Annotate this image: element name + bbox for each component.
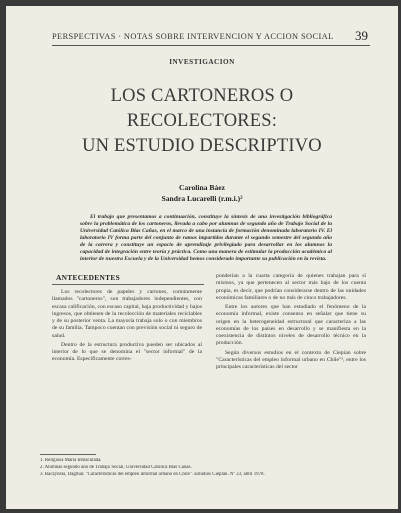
section-heading: ANTECEDENTES [56, 273, 120, 282]
footnote-2: 2. Alumnas segundo año de Trabajo Social, Universidad Católica Blas Cañas. [40, 464, 192, 470]
section-label: INVESTIGACION [169, 58, 235, 66]
title-line-1: LOS CARTONEROS O [110, 86, 294, 106]
abstract: El trabajo que presentamos a continuación, constituye la síntesis de una investigación bibliográfica sobre la problemática de los cartoneros, llevada a cabo por alumnas de segundo año de Trabajo Social de la Universidad Católica Blas Cañas, en el marco de una instancia de formación denominada laboratorio IV. El laboratorio IV forma parte del conjunto de ramos impartidos durante el segundo semestre del segundo año de la carrera y constituye un espacio de aprendizaje privilegiado para desarrollar en los alumnos la capacidad de integración entre teoría y práctica. Como una manera de estimular la producción académica al interior de nuestra Escuela y de la Universidad hemos considerado importante su publicación en la revista. [80, 214, 332, 263]
running-head: PERSPECTIVAS · NOTAS SOBRE INTERVENCION Y ACCION SOCIAL [52, 32, 334, 41]
paragraph: Los recolectores de papeles y cartones, comúnmente llamados "cartoneros", son trabajadores independientes, con escasa calificación, con escaso capital, baja productividad y bajos ingresos, que obtienen de la recolección de materiales reciclables y de su posterior venta. La mayoría trabaja solo o con miembros de su familia. Tampoco cuentan con previsión social ni seguro de salud. [52, 289, 202, 339]
authors [6, 182, 398, 204]
right-column [216, 273, 366, 373]
footnote-1: 1. Religiosa María Inmaculada. [40, 458, 102, 463]
header-rule [52, 45, 370, 46]
author-2: Sandra Lucarelli (r.m.i.)² [161, 194, 243, 203]
footnote-rule [40, 454, 96, 455]
paragraph: Según diversos estudios en el contexto de Ciepian sobre "Características del empleo informal urbano en Chile"³, entre los principales características del sector [216, 349, 366, 370]
title-line-2: RECOLECTORES: [126, 111, 278, 131]
page-number: 39 [355, 28, 368, 43]
paragraph: Entre los autores que han estudiado el fenómeno de la economía informal, existe consenso en señalar que tiene su origen en la heterogeneidad estructural que caracteriza a las economías de los países en desarrollo y se manifiesta en la coexistencia de distintos niveles de desarrollo técnico en la producción. [216, 304, 366, 347]
title-line-3: UN ESTUDIO DESCRIPTIVO [82, 136, 322, 156]
journal-page [6, 6, 398, 509]
footnote-3: 3. Raczynski, Dagmar. "Características del empleo informal urbano en Chile". Estudios Cieplan. Nº 23, abril 1978. [40, 471, 265, 477]
footnotes [40, 458, 370, 479]
paragraph: ponderían a la cuarta categoría de quienes trabajan para sí mismos, ya que pertenecen al sector más bajo de los cuenta propia, es decir, que podrían considerarse dentro de las unidades económicas familiares o de no más de cinco trabajadores. [216, 273, 366, 301]
article-title [6, 84, 398, 159]
author-1: Carolina Báez [178, 183, 226, 192]
section-heading-rule [52, 284, 204, 285]
left-column [52, 289, 202, 366]
paragraph: Dentro de la estructura productiva pueden ser ubicados al interior de lo que se denomina el "sector informal" de la economía. Específicamente corres- [52, 341, 202, 363]
